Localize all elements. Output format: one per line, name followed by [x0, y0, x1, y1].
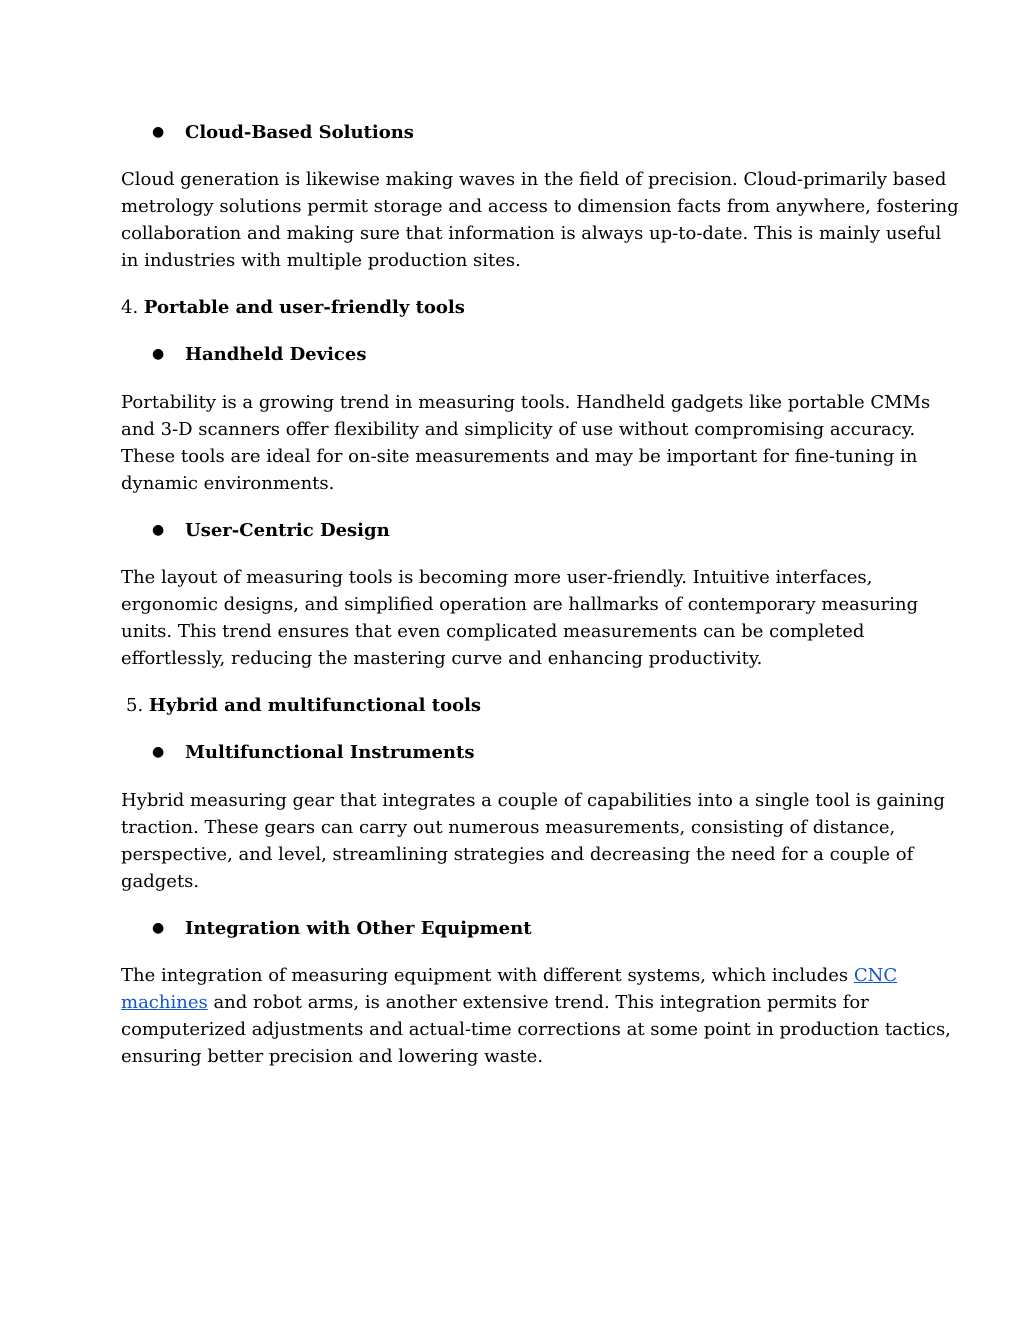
paragraph-line: effortlessly, reducing the mastering curve and enhancing productivity. [121, 648, 763, 669]
paragraph-line: perspective, and level, streamlining strategies and decreasing the need for a couple of [121, 844, 914, 865]
paragraph-line: These tools are ideal for on-site measurements and may be important for fine-tuning in [121, 446, 918, 467]
section-heading-4 [121, 294, 465, 321]
paragraph-line: collaboration and making sure that information is always up-to-date. This is mainly useful [121, 223, 942, 244]
paragraph-line: ergonomic designs, and simplified operation are hallmarks of contemporary measuring [121, 594, 919, 615]
paragraph-line: and 3-D scanners offer flexibility and simplicity of use without compromising accuracy. [121, 419, 916, 440]
cnc-machines-link[interactable]: machines [121, 992, 208, 1013]
bullet-marker: ● [152, 124, 165, 140]
paragraph-line: gadgets. [121, 871, 200, 892]
bullet-marker: ● [152, 920, 165, 936]
bullet-title: User-Centric Design [185, 520, 390, 541]
bullet-marker: ● [152, 346, 165, 362]
paragraph-line: computerized adjustments and actual-time corrections at some point in production tactics, [121, 1019, 951, 1040]
paragraph-line: units. This trend ensures that even complicated measurements can be completed [121, 621, 865, 642]
bullet-title: Integration with Other Equipment [185, 918, 532, 939]
heading-number: 5. [126, 695, 144, 716]
paragraph-line: Cloud generation is likewise making waves in the field of precision. Cloud-primarily based [121, 169, 947, 190]
paragraph-text: The integration of measuring equipment with different systems, which includes [121, 965, 854, 986]
paragraph-line: The layout of measuring tools is becoming more user-friendly. Intuitive interfaces, [121, 567, 873, 588]
paragraph-line: traction. These gears can carry out numerous measurements, consisting of distance, [121, 817, 896, 838]
paragraph-line: metrology solutions permit storage and access to dimension facts from anywhere, fostering [121, 196, 959, 217]
bullet-title: Handheld Devices [185, 344, 367, 365]
bullet-marker: ● [152, 522, 165, 538]
heading-title: Portable and user-friendly tools [143, 297, 465, 318]
paragraph-line: in industries with multiple production sites. [121, 250, 521, 271]
cnc-machines-link[interactable]: CNC [853, 965, 898, 986]
paragraph-line: ensuring better precision and lowering waste. [121, 1046, 544, 1067]
section-heading-5 [126, 692, 481, 719]
paragraph-line [121, 989, 869, 1016]
paragraph-line: dynamic environments. [121, 473, 335, 494]
bullet-marker: ● [152, 744, 165, 760]
bullet-title: Cloud-Based Solutions [185, 122, 414, 143]
paragraph-text: and robot arms, is another extensive trend. This integration permits for [207, 992, 869, 1013]
paragraph-line: Portability is a growing trend in measuring tools. Handheld gadgets like portable CMMs [121, 392, 931, 413]
bullet-title: Multifunctional Instruments [185, 742, 475, 763]
paragraph-line: Hybrid measuring gear that integrates a couple of capabilities into a single tool is gaining [121, 790, 945, 811]
heading-number: 4. [121, 297, 139, 318]
paragraph-line [121, 962, 897, 989]
document-page [121, 0, 959, 1325]
heading-title: Hybrid and multifunctional tools [148, 695, 482, 716]
